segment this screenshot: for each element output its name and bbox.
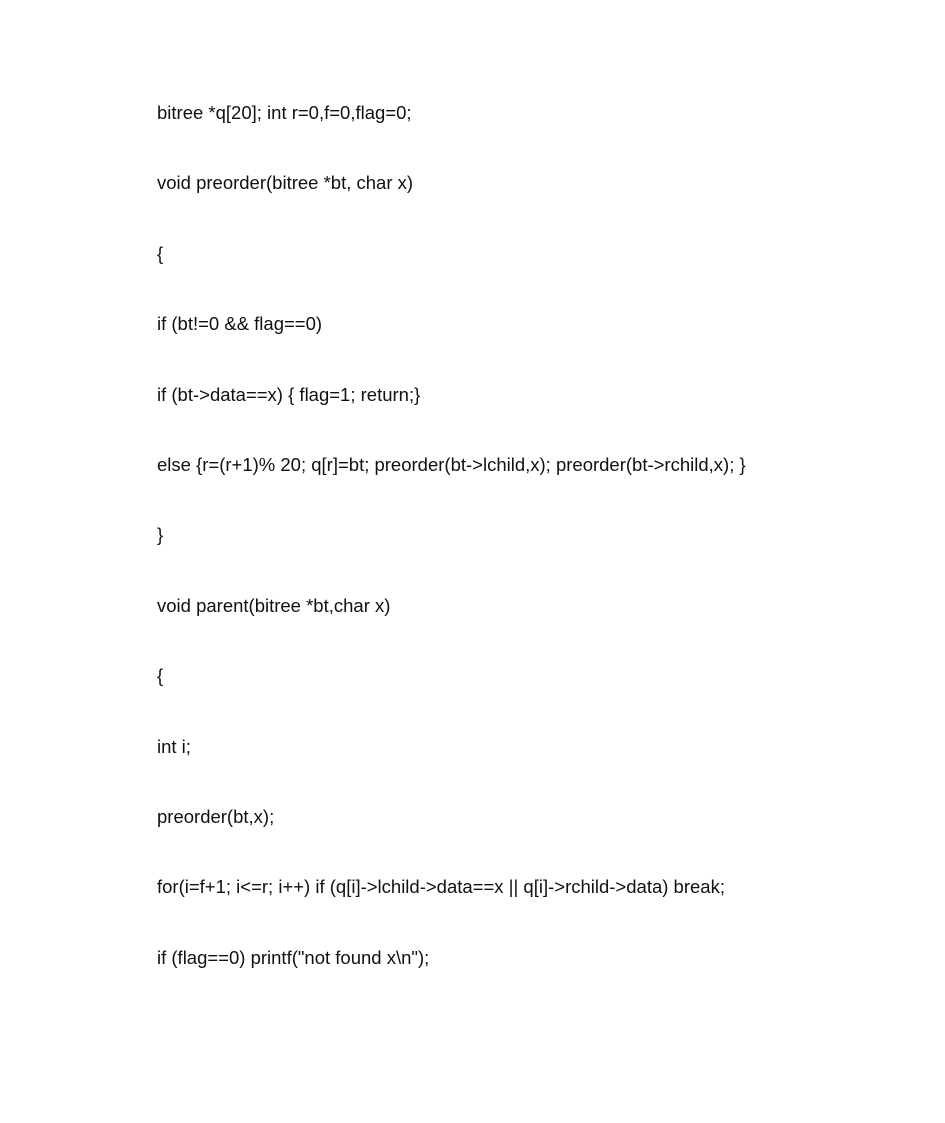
- code-line-match-check: if (bt->data==x) { flag=1; return;}: [157, 383, 421, 405]
- code-line-preorder-call: preorder(bt,x);: [157, 805, 275, 827]
- code-line-open-brace: {: [157, 665, 164, 687]
- code-line-int-declaration: int i;: [157, 735, 191, 757]
- code-line-parent-signature: void parent(bitree *bt,char x): [157, 594, 391, 616]
- code-line-open-brace: {: [157, 242, 164, 264]
- code-line-global-declarations: bitree *q[20]; int r=0,f=0,flag=0;: [157, 102, 412, 123]
- code-listing: [157, 98, 897, 1013]
- code-line-preorder-signature: void preorder(bitree *bt, char x): [157, 172, 414, 194]
- code-line-else-recursion: else {r=(r+1)% 20; q[r]=bt; preorder(bt->lchild,x); preorder(bt->rchild,x); }: [157, 453, 746, 475]
- code-line-close-brace: }: [157, 524, 164, 546]
- code-line-not-found-check: if (flag==0) printf("not found x\n");: [157, 946, 430, 968]
- code-line-if-condition: if (bt!=0 && flag==0): [157, 313, 323, 335]
- code-line-for-loop: for(i=f+1; i<=r; i++) if (q[i]->lchild->data==x || q[i]->rchild->data) break;: [157, 876, 725, 898]
